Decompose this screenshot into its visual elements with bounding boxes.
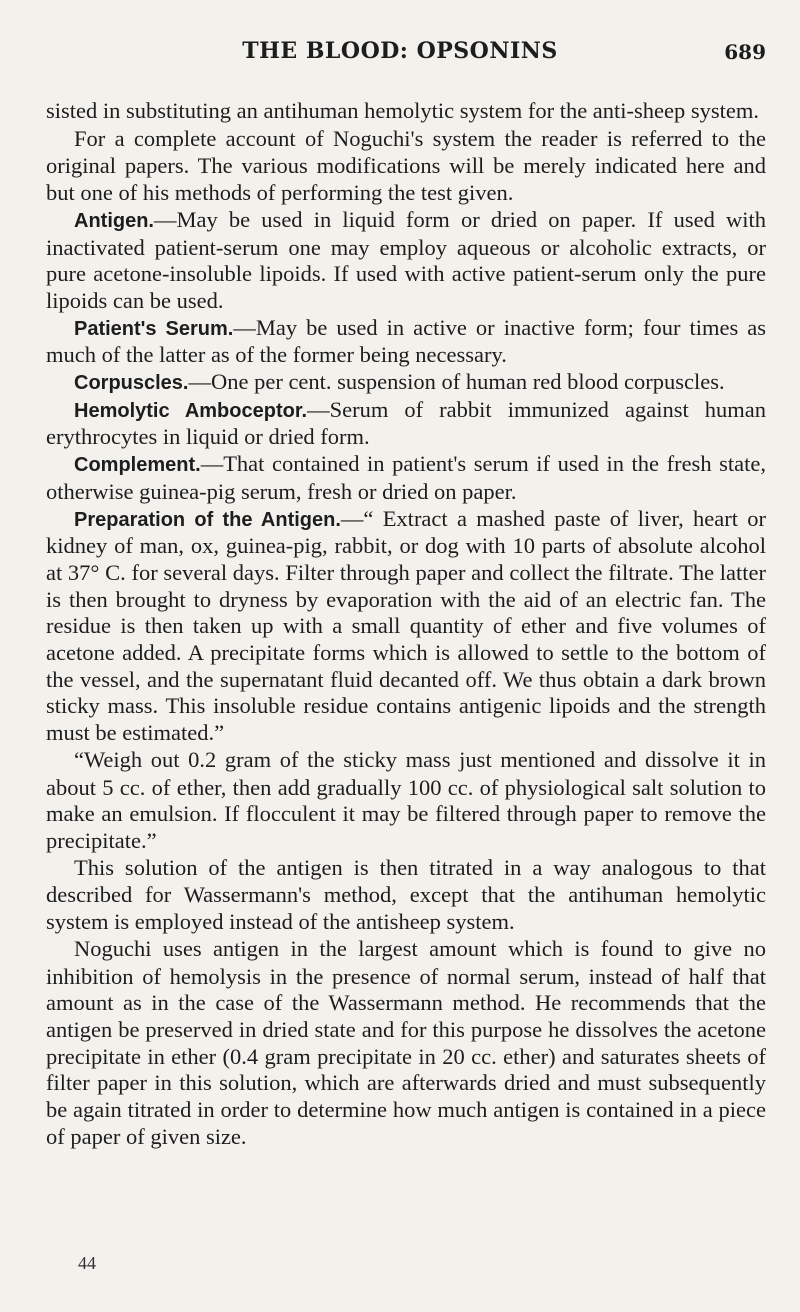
paragraph-text: “Weigh out 0.2 gram of the sticky mass just mentioned and dissolve it in about 5 cc. of ether, then add gradually 100 cc. of physiological salt solution to make an emulsion. If flocculent it may be filtered through paper to remove the precipitate.” — [46, 746, 766, 853]
run-in-heading: Hemolytic Amboceptor. — [74, 399, 308, 422]
paragraph — [46, 207, 766, 315]
paragraph-text: —May be used in liquid form or dried on paper. If used with inactivated patient-serum one may employ aqueous or alcoholic extracts, or pure acetone-insoluble lipoids. If used with active patient-serum only the pure lipoids can be used. — [46, 206, 766, 313]
paragraph-text: —Serum of rabbit immunized against human erythrocytes in liquid or dried form. — [46, 396, 767, 450]
paragraph — [46, 369, 766, 397]
paragraph-text: —One per cent. suspension of human red blood corpuscles. — [188, 369, 725, 395]
paragraph — [46, 315, 766, 369]
header-title: THE BLOOD: OPSONINS — [242, 38, 558, 64]
paragraph-text: —May be used in active or inactive form; four times as much of the latter as of the former being necessary. — [46, 314, 766, 368]
paragraph — [46, 855, 766, 936]
paragraph-text: For a complete account of Noguchi's system the reader is referred to the original papers. The various modifications will be merely indicated here and but one of his methods of performing the test given. — [46, 125, 766, 206]
paragraph — [46, 98, 766, 126]
paragraph — [46, 126, 766, 207]
run-in-heading: Corpuscles. — [74, 372, 189, 395]
page-number: 689 — [724, 40, 766, 64]
run-in-heading: Preparation of the Antigen. — [74, 508, 341, 531]
paragraph-text: —That contained in patient's serum if used in the fresh state, otherwise guinea-pig serum, fresh or dried on paper. — [46, 451, 766, 504]
run-in-heading: Complement. — [74, 454, 201, 477]
paragraph — [46, 506, 766, 747]
run-in-heading: Antigen. — [74, 209, 154, 232]
paragraph-text: —“ Extract a mashed paste of liver, heart or kidney of man, ox, guinea-pig, rabbit, or dog with 10 parts of absolute alcohol at 37° C. for several days. Filter through paper and collect the filtrate. The latter is then brought to dryness by evaporation with the aid of an electric fan. The residue is then taken up with a small quantity of ether and five volumes of acetone added. A precipitate forms which is allowed to settle to the bottom of the vessel, and the supernatant fluid decanted off. We thus obtain a dark brown sticky mass. This insoluble residue contains antigenic lipoids and the strength must be estimated.” — [46, 505, 766, 746]
paragraph-text: Noguchi uses antigen in the largest amount which is found to give no inhibition of hemolysis in the presence of normal serum, instead of half that amount as in the case of the Wassermann method. He recommends that the antigen be preserved in dried state and for this purpose he dissolves the acetone precipitate in ether (0.4 gram precipitate in 20 cc. ether) and saturates sheets of filter paper in this solution, which are afterwards dried and must subsequently be again titrated in order to determine how much antigen is contained in a piece of paper of given size. — [46, 935, 766, 1149]
paragraph-text: sisted in substituting an antihuman hemolytic system for the anti-sheep system. — [46, 98, 760, 123]
paragraph-text: This solution of the antigen is then titrated in a way analogous to that described for Wassermann's method, except that the antihuman hemolytic system is employed instead of the antisheep system. — [46, 854, 766, 935]
paragraph — [46, 936, 766, 1151]
run-in-heading: Patient's Serum. — [74, 317, 234, 340]
body-text — [46, 98, 766, 1150]
running-header — [0, 38, 800, 68]
paragraph — [46, 397, 766, 451]
signature-mark: 44 — [78, 1253, 96, 1273]
paragraph — [46, 747, 766, 855]
paragraph — [46, 451, 766, 505]
